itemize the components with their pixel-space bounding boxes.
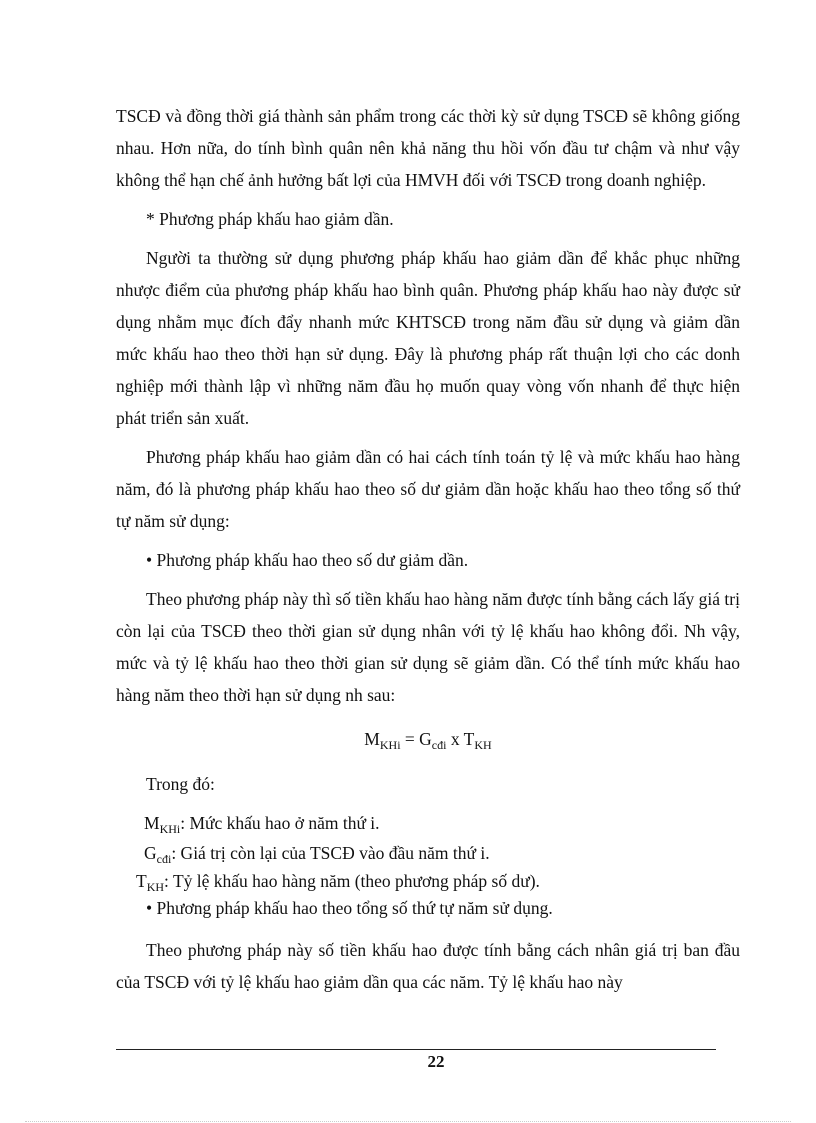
definition-item [116,808,740,838]
definition-subscript: KHi [159,822,181,836]
formula-m: M [364,729,380,749]
paragraph: Theo phương pháp này số tiền khấu hao được tính bằng cách nhân giá trị ban đầu của TSCĐ với tỷ lệ khấu hao giảm dần qua các năm. Tỷ lệ khấu hao này [116,940,740,992]
definition-item [116,838,740,868]
paragraph: TSCĐ và đồng thời giá thành sản phẩm trong các thời kỳ sử dụng TSCĐ sẽ không giống nhau. Hơn nữa, do tính bình quân nên khả năng thu hồi vốn đầu tư chậm và như vậy không thể hạn chế ảnh hưởng bất lợi của HMVH đối với TSCĐ trong doanh nghiệp. [116,106,740,190]
paragraph: Theo phương pháp này thì số tiền khấu hao hàng năm được tính bằng cách lấy giá trị còn lại của TSCĐ theo thời gian sử dụng nhân với tỷ lệ khấu hao không đổi. Nh vậy, mức và tỷ lệ khấu hao theo thời gian sử dụng sẽ giảm dần. Có thể tính mức khấu hao hàng năm theo thời hạn sử dụng nh sau: [116,589,740,705]
formula-eq: = [400,729,420,749]
bullet-declining-balance: • Phương pháp khấu hao theo số dư giảm dần. [146,550,469,570]
page-number: 22 [427,1052,445,1071]
where-label: Trong đó: [146,774,215,794]
footer-divider [116,1049,716,1050]
page-edge-divider [25,1121,791,1122]
formula-g: G [419,729,432,749]
definition-text: : Mức khấu hao ở năm thứ i. [180,813,380,833]
definition-text: : Giá trị còn lại của TSCĐ vào đầu năm thứ i. [171,843,490,863]
formula-g-sub: cđi [431,738,447,752]
document-body [116,100,740,998]
subheading-declining-method: * Phương pháp khấu hao giảm dần. [146,209,394,229]
definition-symbol: G [144,843,157,863]
definition-subscript: KH [146,880,165,894]
bullet-sum-of-years: • Phương pháp khấu hao theo tổng số thứ tự năm sử dụng. [146,898,553,918]
formula-t-sub: KH [474,738,492,752]
definition-symbol: M [144,813,160,833]
definition-text: : Tỷ lệ khấu hao hàng năm (theo phương pháp số dư). [164,871,540,891]
definition-item [116,868,740,894]
formula-times: x [446,729,464,749]
depreciation-formula [116,724,740,754]
formula-t: T [463,729,475,749]
formula-m-sub: KHi [379,738,401,752]
definition-subscript: cđi [156,852,172,866]
paragraph: Người ta thường sử dụng phương pháp khấu hao giảm dần để khắc phục những nhược điểm của phương pháp khấu hao bình quân. Phương pháp khấu hao này được sử dụng nhằm mục đích đẩy nhanh mức KHTSCĐ trong năm đầu sử dụng và giảm dần mức khấu hao theo thời hạn sử dụng. Đây là phương pháp rất thuận lợi cho các donh nghiệp mới thành lập vì những năm đầu họ muốn quay vòng vốn nhanh để thực hiện phát triển sản xuất. [116,248,740,428]
paragraph: Phương pháp khấu hao giảm dần có hai cách tính toán tỷ lệ và mức khấu hao hàng năm, đó là phương pháp khấu hao theo số dư giảm dần hoặc khấu hao theo tổng số thứ tự năm sử dụng: [116,447,740,531]
definition-symbol: T [136,871,147,891]
